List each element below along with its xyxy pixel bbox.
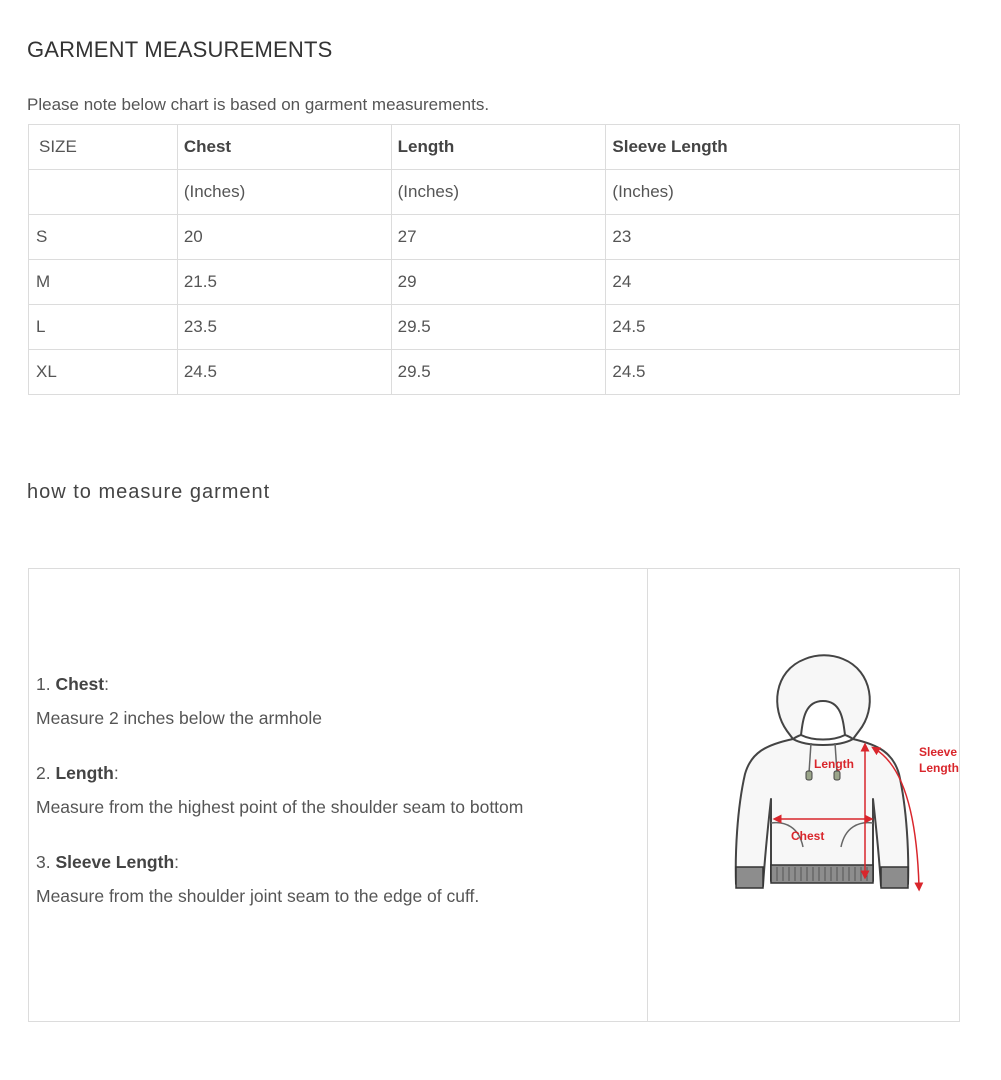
instruction-colon: : bbox=[174, 852, 180, 872]
instruction-number: 3. bbox=[36, 852, 51, 872]
header-sleeve-length: Sleeve Length bbox=[606, 125, 960, 170]
instruction-title bbox=[36, 845, 641, 879]
sleeve-cell: 24.5 bbox=[606, 305, 960, 350]
size-cell: XL bbox=[29, 350, 178, 395]
size-cell: L bbox=[29, 305, 178, 350]
chest-cell: 23.5 bbox=[177, 305, 391, 350]
instruction-number: 2. bbox=[36, 763, 51, 783]
table-row bbox=[29, 350, 960, 395]
instruction-chest bbox=[36, 667, 641, 735]
instruction-label: Sleeve Length bbox=[55, 852, 175, 872]
how-to-measure-heading: how to measure garment bbox=[27, 481, 271, 503]
column-divider bbox=[647, 569, 648, 1021]
instruction-list bbox=[36, 667, 641, 934]
table-row bbox=[29, 260, 960, 305]
table-row bbox=[29, 305, 960, 350]
units-cell: (Inches) bbox=[606, 170, 960, 215]
length-cell: 27 bbox=[391, 215, 606, 260]
instruction-sleeve-length bbox=[36, 845, 641, 913]
instruction-title bbox=[36, 667, 641, 701]
units-cell bbox=[29, 170, 178, 215]
size-cell: S bbox=[29, 215, 178, 260]
hoodie-diagram bbox=[705, 649, 959, 924]
instruction-text: Measure 2 inches below the armhole bbox=[36, 708, 322, 728]
header-chest: Chest bbox=[177, 125, 391, 170]
length-cell: 29.5 bbox=[391, 350, 606, 395]
sleeve-diagram-label-1: Sleeve bbox=[919, 745, 958, 759]
units-cell: (Inches) bbox=[391, 170, 606, 215]
header-length: Length bbox=[391, 125, 606, 170]
instruction-number: 1. bbox=[36, 674, 51, 694]
chest-cell: 21.5 bbox=[177, 260, 391, 305]
instruction-label: Chest bbox=[55, 674, 105, 694]
header-size: SIZE bbox=[29, 125, 178, 170]
size-chart-table bbox=[28, 124, 960, 395]
sleeve-cell: 24.5 bbox=[606, 350, 960, 395]
sleeve-cell: 23 bbox=[606, 215, 960, 260]
hoodie-icon bbox=[705, 649, 959, 924]
chest-cell: 20 bbox=[177, 215, 391, 260]
chest-cell: 24.5 bbox=[177, 350, 391, 395]
instruction-text: Measure from the shoulder joint seam to the edge of cuff. bbox=[36, 886, 480, 906]
chart-note: Please note below chart is based on garment measurements. bbox=[27, 95, 490, 114]
length-diagram-label: Length bbox=[814, 757, 854, 771]
units-cell: (Inches) bbox=[177, 170, 391, 215]
length-cell: 29.5 bbox=[391, 305, 606, 350]
sleeve-diagram-label-2: Length bbox=[919, 761, 959, 775]
page-title: GARMENT MEASUREMENTS bbox=[27, 37, 333, 62]
table-header-row bbox=[29, 125, 960, 170]
instruction-length bbox=[36, 756, 641, 824]
how-to-measure-box bbox=[28, 568, 960, 1022]
length-cell: 29 bbox=[391, 260, 606, 305]
instruction-colon: : bbox=[113, 763, 119, 783]
chest-diagram-label: Chest bbox=[791, 829, 825, 843]
instruction-title bbox=[36, 756, 641, 790]
instruction-label: Length bbox=[55, 763, 114, 783]
table-units-row bbox=[29, 170, 960, 215]
size-cell: M bbox=[29, 260, 178, 305]
sleeve-cell: 24 bbox=[606, 260, 960, 305]
table-row bbox=[29, 215, 960, 260]
instruction-colon: : bbox=[104, 674, 109, 694]
instruction-text: Measure from the highest point of the shoulder seam to bottom bbox=[36, 797, 524, 817]
